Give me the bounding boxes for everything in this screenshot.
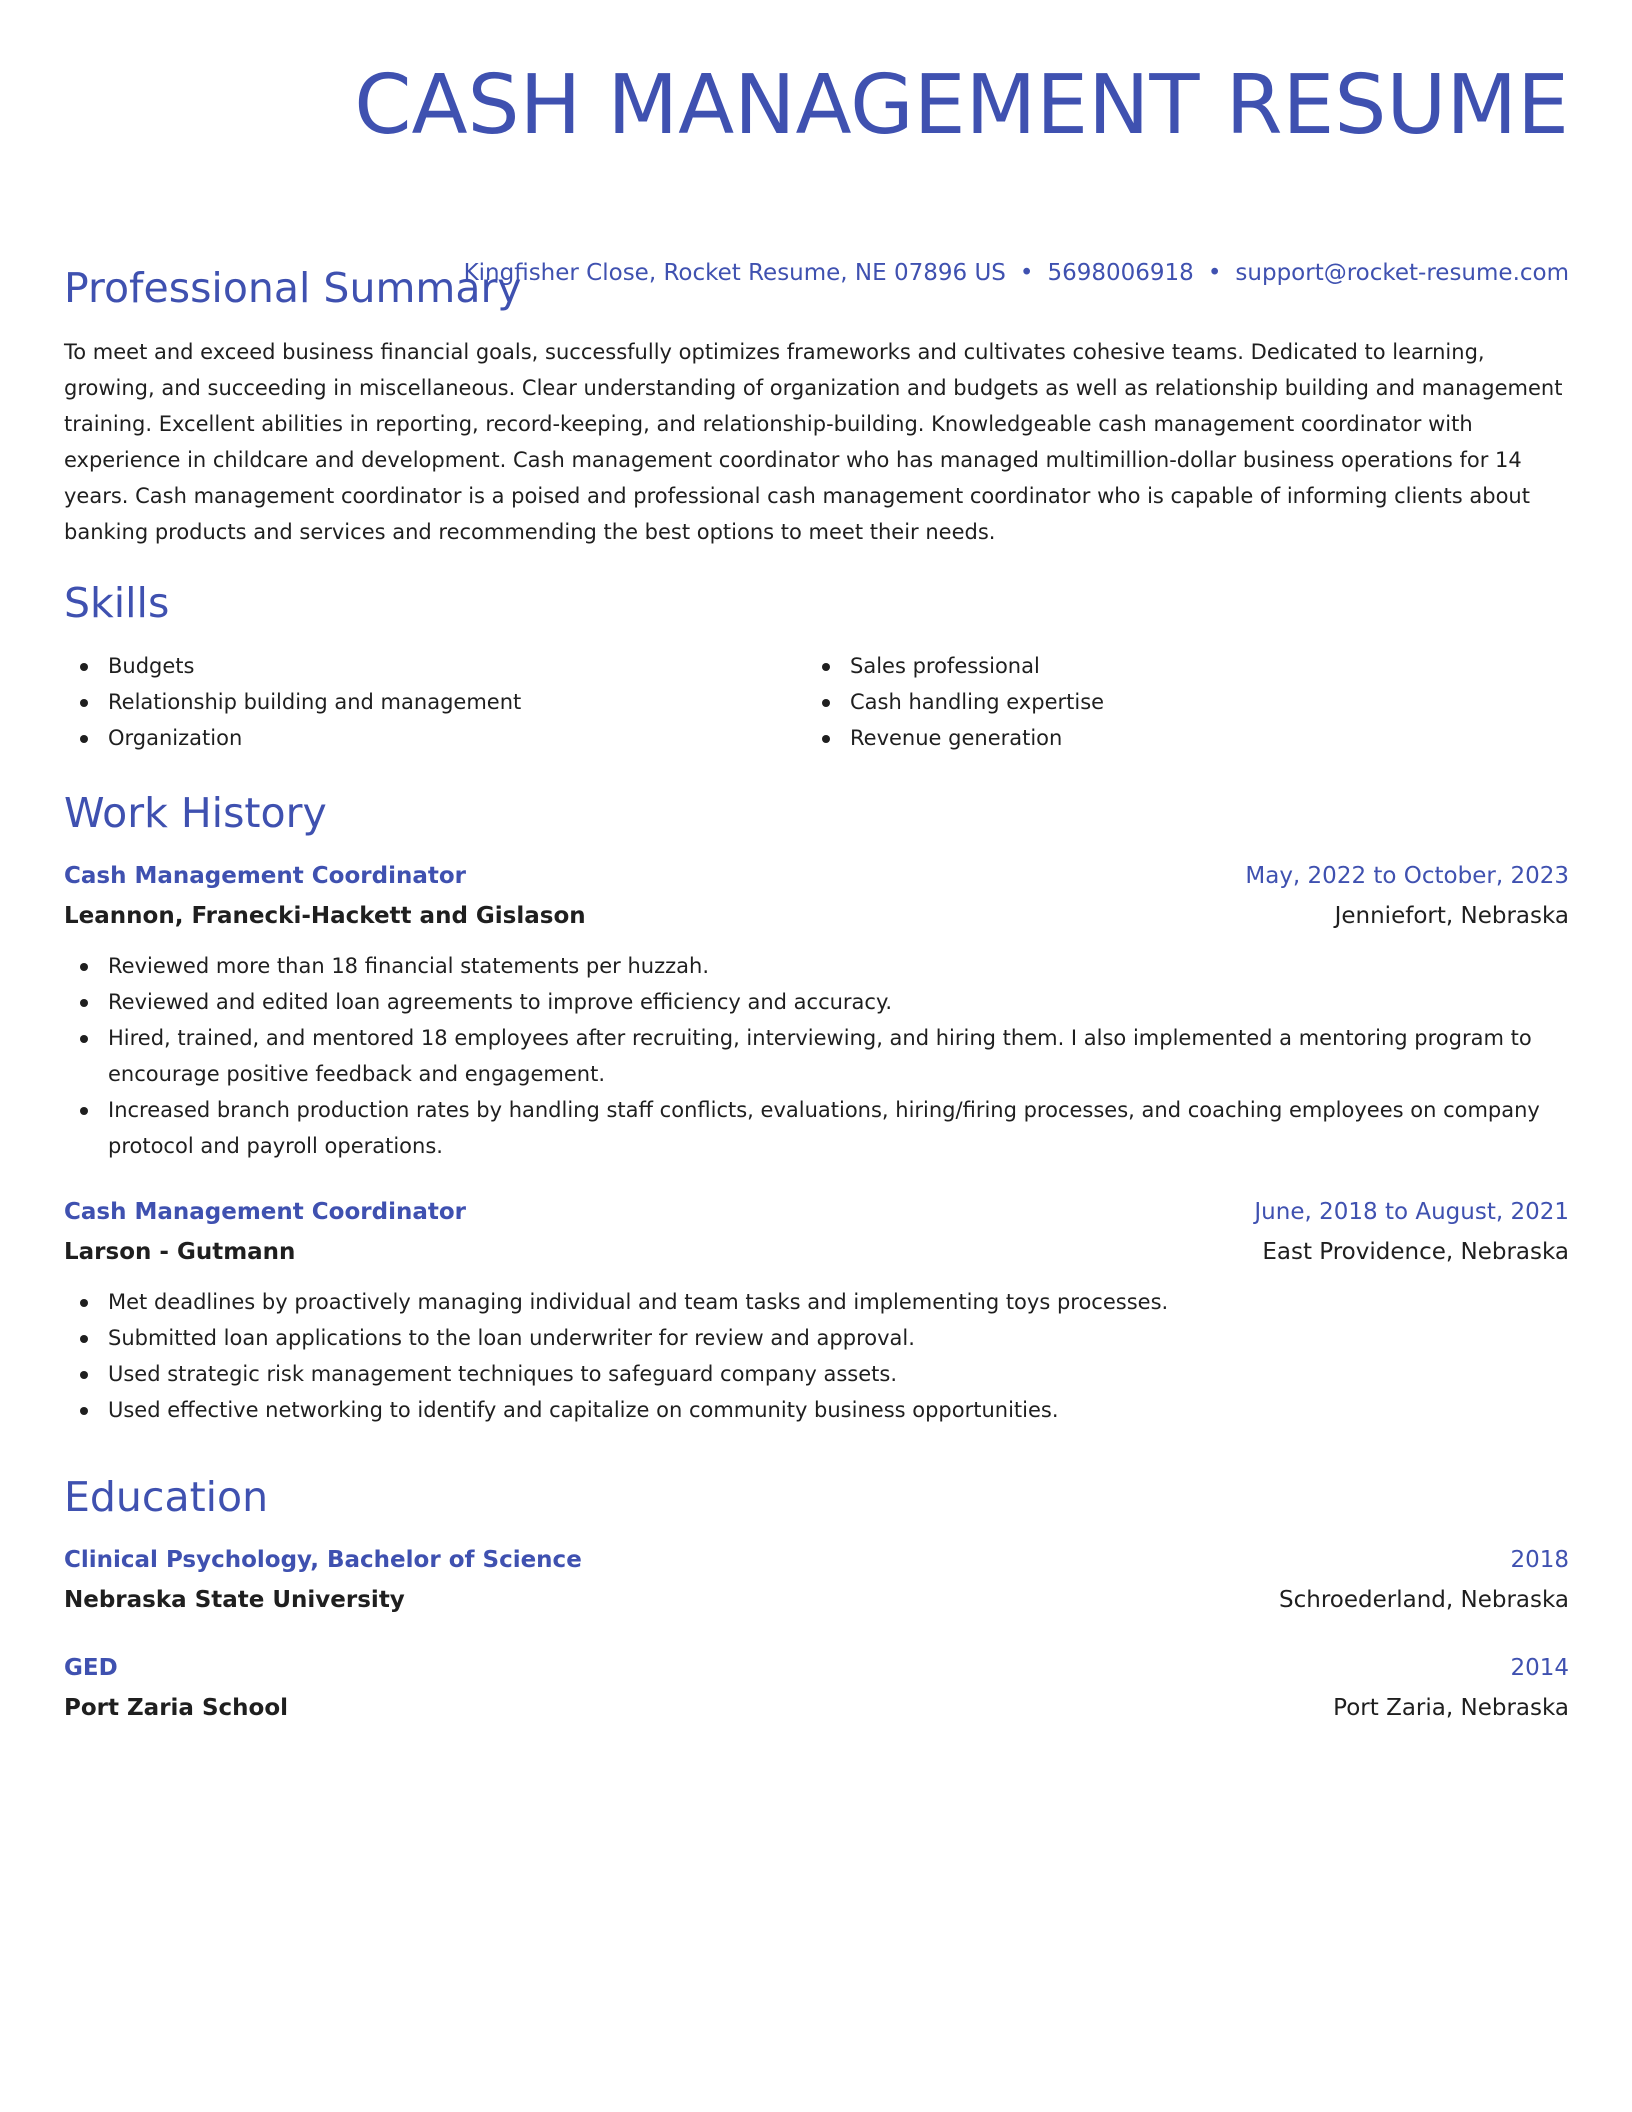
job-company-row xyxy=(64,896,1569,936)
contact-separator: • xyxy=(1019,260,1034,286)
job-bullet: Used strategic risk management techniques to safeguard company assets. xyxy=(64,1356,1569,1392)
job-entry xyxy=(64,1192,1569,1428)
job-bullet: Used effective networking to identify and capitalize on community business opportunities. xyxy=(64,1392,1569,1428)
education-school: Port Zaria School xyxy=(64,1695,289,1721)
education-year: 2014 xyxy=(1510,1655,1569,1681)
job-role: Cash Management Coordinator xyxy=(64,1199,466,1225)
job-company: Larson - Gutmann xyxy=(64,1239,296,1265)
education-degree-row xyxy=(64,1540,1569,1580)
contact-phone: 5698006918 xyxy=(1047,260,1194,286)
education-entry xyxy=(64,1540,1569,1620)
job-title-row xyxy=(64,1192,1569,1232)
professional-summary-section xyxy=(64,263,1569,550)
education-degree: Clinical Psychology, Bachelor of Science xyxy=(64,1547,582,1573)
education-entry xyxy=(64,1648,1569,1728)
job-bullet: Increased branch production rates by handling staff conflicts, evaluations, hiring/firing processes, and coaching employees on company protocol and payroll operations. xyxy=(64,1092,1569,1164)
job-company-row xyxy=(64,1232,1569,1272)
education-year: 2018 xyxy=(1510,1547,1569,1573)
contact-email: support@rocket-resume.com xyxy=(1235,260,1569,286)
job-bullet: Reviewed more than 18 financial statements per huzzah. xyxy=(64,948,1569,984)
work-history-section xyxy=(64,788,1569,1428)
resume-header xyxy=(64,56,1569,156)
education-degree-row xyxy=(64,1648,1569,1688)
job-company: Leannon, Franecki-Hackett and Gislason xyxy=(64,903,586,929)
job-bullets xyxy=(64,948,1569,1164)
skill-item: Revenue generation xyxy=(806,720,1548,756)
education-location: Schroederland, Nebraska xyxy=(1279,1587,1569,1613)
contact-separator: • xyxy=(1207,260,1222,286)
skill-item: Sales professional xyxy=(806,648,1548,684)
job-bullet: Submitted loan applications to the loan underwriter for review and approval. xyxy=(64,1320,1569,1356)
skill-item: Organization xyxy=(64,720,806,756)
section-heading-education: Education xyxy=(64,1473,269,1521)
job-bullet: Reviewed and edited loan agreements to improve efficiency and accuracy. xyxy=(64,984,1569,1020)
skill-item: Cash handling expertise xyxy=(806,684,1548,720)
section-heading-summary: Professional Summary xyxy=(64,264,522,312)
education-school: Nebraska State University xyxy=(64,1587,405,1613)
job-entry xyxy=(64,856,1569,1164)
education-school-row xyxy=(64,1580,1569,1620)
job-dates: May, 2022 to October, 2023 xyxy=(1245,863,1569,889)
job-location: East Providence, Nebraska xyxy=(1262,1239,1569,1265)
skill-item: Relationship building and management xyxy=(64,684,806,720)
job-bullet: Hired, trained, and mentored 18 employees after recruiting, interviewing, and hiring them. I also implemented a mentoring program to encourage positive feedback and engagement. xyxy=(64,1020,1569,1092)
skills-list-left xyxy=(64,648,806,756)
job-bullet: Met deadlines by proactively managing individual and team tasks and implementing toys processes. xyxy=(64,1284,1569,1320)
skill-item: Budgets xyxy=(64,648,806,684)
job-location: Jenniefort, Nebraska xyxy=(1334,903,1569,929)
section-heading-skills: Skills xyxy=(64,579,170,627)
job-role: Cash Management Coordinator xyxy=(64,863,466,889)
education-section xyxy=(64,1472,1569,1728)
education-degree: GED xyxy=(64,1655,118,1681)
job-dates: June, 2018 to August, 2021 xyxy=(1254,1199,1569,1225)
job-bullets xyxy=(64,1284,1569,1428)
skills-section xyxy=(64,578,1569,756)
resume-title: CASH MANAGEMENT RESUME xyxy=(354,58,1569,153)
skills-list-right xyxy=(806,648,1548,756)
section-heading-work: Work History xyxy=(64,789,327,837)
job-title-row xyxy=(64,856,1569,896)
summary-paragraph: To meet and exceed business financial goals, successfully optimizes frameworks and cultivates cohesive teams. Dedicated to learning, growing, and succeeding in miscellaneous. Clear understanding of organization and budgets as well as relationship building and management training. Excellent abilities in reporting, record-keeping, and relationship-building. Knowledgeable cash management coordinator with experience in childcare and development. Cash management coordinator who has managed multimillion-dollar business operations for 14 years. Cash management coordinator is a poised and professional cash management coordinator who is capable of informing clients about banking products and services and recommending the best options to meet their needs. xyxy=(64,340,1563,544)
contact-address: Kingfisher Close, Rocket Resume, NE 07896 US xyxy=(463,260,1006,286)
skills-grid xyxy=(64,648,1569,756)
education-school-row xyxy=(64,1688,1569,1728)
education-location: Port Zaria, Nebraska xyxy=(1333,1695,1569,1721)
